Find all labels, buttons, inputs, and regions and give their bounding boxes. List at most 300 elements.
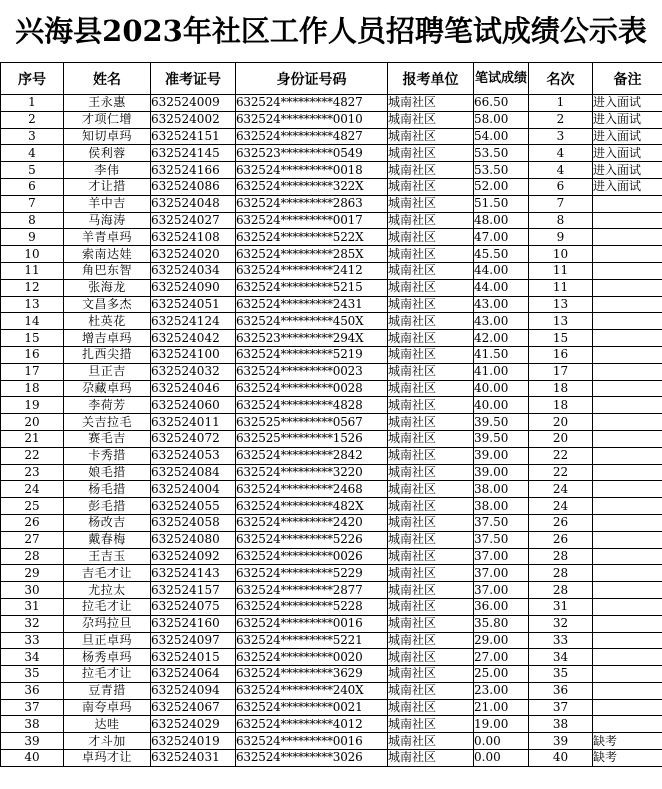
cell-id-number: 632524*********5226 <box>236 531 388 548</box>
cell-name: 娘毛措 <box>64 464 151 481</box>
cell-seq: 30 <box>1 582 64 599</box>
cell-ticket-number: 632524166 <box>151 162 236 179</box>
cell-unit: 城南社区 <box>388 514 474 531</box>
cell-ticket-number: 632524042 <box>151 330 236 347</box>
table-row <box>1 615 662 632</box>
cell-name: 尤拉太 <box>64 582 151 599</box>
cell-unit: 城南社区 <box>388 95 474 112</box>
table-row <box>1 733 662 750</box>
table-row <box>1 514 662 531</box>
cell-name: 赛毛吉 <box>64 430 151 447</box>
cell-name: 侯利蓉 <box>64 145 151 162</box>
cell-note <box>593 632 662 649</box>
cell-id-number: 632524*********4012 <box>236 716 388 733</box>
cell-score: 35.80 <box>474 615 529 632</box>
cell-score: 37.00 <box>474 582 529 599</box>
cell-name: 李荷芳 <box>64 397 151 414</box>
cell-id-number: 632524*********0026 <box>236 548 388 565</box>
cell-ticket-number: 632524084 <box>151 464 236 481</box>
cell-score: 37.50 <box>474 514 529 531</box>
cell-note <box>593 212 662 229</box>
cell-name: 尕玛拉旦 <box>64 615 151 632</box>
cell-ticket-number: 632524058 <box>151 514 236 531</box>
cell-id-number: 632524*********4827 <box>236 95 388 112</box>
cell-seq: 22 <box>1 447 64 464</box>
cell-id-number: 632524*********482X <box>236 498 388 515</box>
cell-unit: 城南社区 <box>388 464 474 481</box>
cell-seq: 11 <box>1 262 64 279</box>
cell-ticket-number: 632524067 <box>151 699 236 716</box>
header-note: 备注 <box>593 63 662 95</box>
cell-ticket-number: 632524108 <box>151 229 236 246</box>
cell-unit: 城南社区 <box>388 699 474 716</box>
cell-ticket-number: 632524064 <box>151 666 236 683</box>
cell-ticket-number: 632524011 <box>151 414 236 431</box>
table-row <box>1 162 662 179</box>
cell-rank: 4 <box>529 145 593 162</box>
cell-seq: 14 <box>1 313 64 330</box>
cell-note <box>593 296 662 313</box>
cell-rank: 35 <box>529 666 593 683</box>
cell-unit: 城南社区 <box>388 649 474 666</box>
cell-id-number: 632523*********294X <box>236 330 388 347</box>
cell-seq: 19 <box>1 397 64 414</box>
cell-name: 角巴东智 <box>64 262 151 279</box>
cell-note <box>593 447 662 464</box>
cell-note <box>593 531 662 548</box>
cell-note <box>593 565 662 582</box>
cell-note <box>593 279 662 296</box>
cell-id-number: 632524*********5229 <box>236 565 388 582</box>
table-row <box>1 145 662 162</box>
cell-ticket-number: 632524060 <box>151 397 236 414</box>
cell-note <box>593 699 662 716</box>
cell-unit: 城南社区 <box>388 195 474 212</box>
cell-name: 知切卓玛 <box>64 128 151 145</box>
cell-rank: 31 <box>529 598 593 615</box>
table-row <box>1 262 662 279</box>
cell-name: 扎西尖措 <box>64 346 151 363</box>
cell-unit: 城南社区 <box>388 296 474 313</box>
cell-score: 47.00 <box>474 229 529 246</box>
table-row <box>1 447 662 464</box>
table-row <box>1 346 662 363</box>
cell-id-number: 632524*********0017 <box>236 212 388 229</box>
cell-score: 0.00 <box>474 750 529 767</box>
cell-ticket-number: 632524124 <box>151 313 236 330</box>
cell-unit: 城南社区 <box>388 498 474 515</box>
cell-ticket-number: 632524046 <box>151 380 236 397</box>
cell-id-number: 632524*********2420 <box>236 514 388 531</box>
cell-name: 李伟 <box>64 162 151 179</box>
cell-id-number: 632524*********2412 <box>236 262 388 279</box>
cell-name: 杨秀卓玛 <box>64 649 151 666</box>
table-row <box>1 649 662 666</box>
cell-seq: 35 <box>1 666 64 683</box>
cell-name: 王吉玉 <box>64 548 151 565</box>
table-row <box>1 682 662 699</box>
cell-score: 40.00 <box>474 380 529 397</box>
cell-rank: 28 <box>529 582 593 599</box>
cell-id-number: 632524*********3629 <box>236 666 388 683</box>
cell-ticket-number: 632524020 <box>151 246 236 263</box>
cell-seq: 10 <box>1 246 64 263</box>
cell-ticket-number: 632524072 <box>151 430 236 447</box>
cell-name: 马海涛 <box>64 212 151 229</box>
cell-seq: 1 <box>1 95 64 112</box>
table-row <box>1 464 662 481</box>
cell-rank: 16 <box>529 346 593 363</box>
cell-seq: 24 <box>1 481 64 498</box>
header-name: 姓名 <box>64 63 151 95</box>
cell-unit: 城南社区 <box>388 548 474 565</box>
cell-note <box>593 346 662 363</box>
cell-unit: 城南社区 <box>388 128 474 145</box>
header-score: 笔试成绩 <box>474 63 529 95</box>
cell-score: 29.00 <box>474 632 529 649</box>
cell-score: 43.00 <box>474 296 529 313</box>
table-row <box>1 498 662 515</box>
cell-seq: 31 <box>1 598 64 615</box>
cell-score: 27.00 <box>474 649 529 666</box>
cell-seq: 37 <box>1 699 64 716</box>
cell-rank: 39 <box>529 733 593 750</box>
cell-ticket-number: 632524092 <box>151 548 236 565</box>
cell-unit: 城南社区 <box>388 632 474 649</box>
table-row <box>1 195 662 212</box>
cell-note: 缺考 <box>593 733 662 750</box>
cell-unit: 城南社区 <box>388 750 474 767</box>
table-row <box>1 128 662 145</box>
table-row <box>1 750 662 767</box>
table-row <box>1 565 662 582</box>
header-unit: 报考单位 <box>388 63 474 95</box>
cell-score: 40.00 <box>474 397 529 414</box>
cell-name: 羊青卓玛 <box>64 229 151 246</box>
table-row <box>1 111 662 128</box>
cell-unit: 城南社区 <box>388 531 474 548</box>
table-row <box>1 279 662 296</box>
cell-rank: 26 <box>529 531 593 548</box>
cell-name: 拉毛才让 <box>64 598 151 615</box>
cell-name: 南夸卓玛 <box>64 699 151 716</box>
table-row <box>1 397 662 414</box>
cell-rank: 11 <box>529 279 593 296</box>
cell-note <box>593 716 662 733</box>
cell-unit: 城南社区 <box>388 363 474 380</box>
cell-id-number: 632524*********2431 <box>236 296 388 313</box>
cell-unit: 城南社区 <box>388 279 474 296</box>
cell-id-number: 632524*********3026 <box>236 750 388 767</box>
table-row <box>1 716 662 733</box>
cell-unit: 城南社区 <box>388 666 474 683</box>
cell-id-number: 632524*********2877 <box>236 582 388 599</box>
table-row <box>1 380 662 397</box>
cell-rank: 24 <box>529 498 593 515</box>
cell-score: 52.00 <box>474 178 529 195</box>
cell-note: 进入面试 <box>593 162 662 179</box>
table-row <box>1 363 662 380</box>
cell-ticket-number: 632524157 <box>151 582 236 599</box>
cell-note <box>593 414 662 431</box>
cell-note <box>593 498 662 515</box>
cell-name: 达哇 <box>64 716 151 733</box>
cell-name: 索南达娃 <box>64 246 151 263</box>
cell-score: 51.50 <box>474 195 529 212</box>
cell-seq: 12 <box>1 279 64 296</box>
cell-note <box>593 430 662 447</box>
table-row <box>1 330 662 347</box>
cell-seq: 29 <box>1 565 64 582</box>
cell-rank: 13 <box>529 296 593 313</box>
header-ticket: 准考证号 <box>151 63 236 95</box>
cell-note <box>593 582 662 599</box>
cell-rank: 22 <box>529 447 593 464</box>
cell-id-number: 632524*********0021 <box>236 699 388 716</box>
table-row <box>1 531 662 548</box>
cell-ticket-number: 632524086 <box>151 178 236 195</box>
cell-name: 羊中吉 <box>64 195 151 212</box>
cell-rank: 36 <box>529 682 593 699</box>
cell-seq: 2 <box>1 111 64 128</box>
cell-rank: 15 <box>529 330 593 347</box>
cell-ticket-number: 632524009 <box>151 95 236 112</box>
cell-unit: 城南社区 <box>388 330 474 347</box>
cell-note: 进入面试 <box>593 178 662 195</box>
table-row <box>1 246 662 263</box>
cell-score: 37.00 <box>474 548 529 565</box>
cell-id-number: 632524*********0023 <box>236 363 388 380</box>
cell-seq: 20 <box>1 414 64 431</box>
table-row <box>1 582 662 599</box>
cell-note <box>593 514 662 531</box>
cell-unit: 城南社区 <box>388 145 474 162</box>
cell-score: 44.00 <box>474 279 529 296</box>
cell-unit: 城南社区 <box>388 582 474 599</box>
header-rank: 名次 <box>529 63 593 95</box>
cell-id-number: 632523*********0549 <box>236 145 388 162</box>
cell-note <box>593 363 662 380</box>
cell-id-number: 632524*********5228 <box>236 598 388 615</box>
cell-ticket-number: 632524094 <box>151 682 236 699</box>
cell-rank: 33 <box>529 632 593 649</box>
cell-seq: 21 <box>1 430 64 447</box>
cell-note <box>593 615 662 632</box>
table-row <box>1 481 662 498</box>
table-row <box>1 229 662 246</box>
cell-note <box>593 313 662 330</box>
cell-id-number: 632525*********1526 <box>236 430 388 447</box>
cell-id-number: 632524*********322X <box>236 178 388 195</box>
cell-rank: 11 <box>529 262 593 279</box>
cell-name: 尕藏卓玛 <box>64 380 151 397</box>
cell-rank: 22 <box>529 464 593 481</box>
cell-unit: 城南社区 <box>388 733 474 750</box>
cell-score: 54.00 <box>474 128 529 145</box>
cell-score: 44.00 <box>474 262 529 279</box>
cell-ticket-number: 632524055 <box>151 498 236 515</box>
cell-unit: 城南社区 <box>388 246 474 263</box>
cell-ticket-number: 632524032 <box>151 363 236 380</box>
cell-rank: 38 <box>529 716 593 733</box>
cell-note <box>593 397 662 414</box>
cell-id-number: 632524*********0028 <box>236 380 388 397</box>
cell-note <box>593 481 662 498</box>
cell-rank: 6 <box>529 178 593 195</box>
cell-name: 戴春梅 <box>64 531 151 548</box>
cell-seq: 23 <box>1 464 64 481</box>
cell-score: 39.50 <box>474 414 529 431</box>
cell-name: 杨毛措 <box>64 481 151 498</box>
cell-unit: 城南社区 <box>388 111 474 128</box>
cell-score: 36.00 <box>474 598 529 615</box>
cell-ticket-number: 632524027 <box>151 212 236 229</box>
cell-id-number: 632524*********240X <box>236 682 388 699</box>
cell-id-number: 632524*********0020 <box>236 649 388 666</box>
cell-rank: 18 <box>529 380 593 397</box>
cell-rank: 8 <box>529 212 593 229</box>
cell-rank: 26 <box>529 514 593 531</box>
cell-rank: 34 <box>529 649 593 666</box>
cell-id-number: 632524*********5221 <box>236 632 388 649</box>
cell-note: 进入面试 <box>593 95 662 112</box>
table-row <box>1 95 662 112</box>
cell-id-number: 632524*********285X <box>236 246 388 263</box>
cell-rank: 3 <box>529 128 593 145</box>
cell-unit: 城南社区 <box>388 615 474 632</box>
cell-rank: 2 <box>529 111 593 128</box>
cell-ticket-number: 632524051 <box>151 296 236 313</box>
cell-name: 彭毛措 <box>64 498 151 515</box>
cell-unit: 城南社区 <box>388 397 474 414</box>
cell-rank: 40 <box>529 750 593 767</box>
cell-note: 进入面试 <box>593 145 662 162</box>
cell-seq: 38 <box>1 716 64 733</box>
cell-seq: 4 <box>1 145 64 162</box>
cell-id-number: 632524*********3220 <box>236 464 388 481</box>
cell-ticket-number: 632524097 <box>151 632 236 649</box>
cell-score: 39.50 <box>474 430 529 447</box>
cell-seq: 25 <box>1 498 64 515</box>
cell-ticket-number: 632524019 <box>151 733 236 750</box>
cell-unit: 城南社区 <box>388 162 474 179</box>
table-header <box>1 63 662 95</box>
table-row <box>1 598 662 615</box>
cell-name: 旦正卓玛 <box>64 632 151 649</box>
cell-seq: 26 <box>1 514 64 531</box>
cell-id-number: 632525*********0567 <box>236 414 388 431</box>
cell-seq: 34 <box>1 649 64 666</box>
cell-score: 41.50 <box>474 346 529 363</box>
cell-ticket-number: 632524145 <box>151 145 236 162</box>
cell-ticket-number: 632524090 <box>151 279 236 296</box>
cell-name: 旦正吉 <box>64 363 151 380</box>
cell-seq: 5 <box>1 162 64 179</box>
cell-score: 38.00 <box>474 481 529 498</box>
cell-id-number: 632524*********2863 <box>236 195 388 212</box>
cell-name: 关吉拉毛 <box>64 414 151 431</box>
cell-unit: 城南社区 <box>388 313 474 330</box>
cell-note <box>593 649 662 666</box>
cell-score: 43.00 <box>474 313 529 330</box>
cell-note <box>593 598 662 615</box>
table-row <box>1 699 662 716</box>
cell-ticket-number: 632524048 <box>151 195 236 212</box>
cell-name: 杜英花 <box>64 313 151 330</box>
table-row <box>1 666 662 683</box>
cell-rank: 37 <box>529 699 593 716</box>
cell-note <box>593 548 662 565</box>
cell-name: 卓玛才让 <box>64 750 151 767</box>
cell-unit: 城南社区 <box>388 212 474 229</box>
table-row <box>1 313 662 330</box>
cell-ticket-number: 632524002 <box>151 111 236 128</box>
cell-id-number: 632524*********2842 <box>236 447 388 464</box>
cell-score: 66.50 <box>474 95 529 112</box>
cell-unit: 城南社区 <box>388 414 474 431</box>
cell-id-number: 632524*********5215 <box>236 279 388 296</box>
cell-seq: 39 <box>1 733 64 750</box>
table-body <box>1 95 662 767</box>
table-row <box>1 430 662 447</box>
cell-id-number: 632524*********2468 <box>236 481 388 498</box>
cell-unit: 城南社区 <box>388 716 474 733</box>
cell-score: 39.00 <box>474 447 529 464</box>
cell-seq: 13 <box>1 296 64 313</box>
cell-seq: 36 <box>1 682 64 699</box>
cell-score: 53.50 <box>474 145 529 162</box>
cell-unit: 城南社区 <box>388 682 474 699</box>
cell-score: 19.00 <box>474 716 529 733</box>
cell-id-number: 632524*********0018 <box>236 162 388 179</box>
cell-name: 才让措 <box>64 178 151 195</box>
cell-note <box>593 330 662 347</box>
cell-score: 39.00 <box>474 464 529 481</box>
cell-rank: 17 <box>529 363 593 380</box>
cell-unit: 城南社区 <box>388 598 474 615</box>
cell-score: 45.50 <box>474 246 529 263</box>
cell-seq: 15 <box>1 330 64 347</box>
cell-id-number: 632524*********0016 <box>236 733 388 750</box>
page-title: 兴海县2023年社区工作人员招聘笔试成绩公示表 <box>15 14 647 48</box>
cell-score: 41.00 <box>474 363 529 380</box>
cell-unit: 城南社区 <box>388 380 474 397</box>
cell-ticket-number: 632524100 <box>151 346 236 363</box>
cell-rank: 9 <box>529 229 593 246</box>
table-row <box>1 632 662 649</box>
cell-seq: 40 <box>1 750 64 767</box>
cell-unit: 城南社区 <box>388 565 474 582</box>
cell-id-number: 632524*********0016 <box>236 615 388 632</box>
cell-name: 文昌多杰 <box>64 296 151 313</box>
results-table <box>0 62 662 767</box>
cell-rank: 4 <box>529 162 593 179</box>
cell-name: 王永惠 <box>64 95 151 112</box>
cell-note: 缺考 <box>593 750 662 767</box>
cell-score: 38.00 <box>474 498 529 515</box>
cell-id-number: 632524*********4828 <box>236 397 388 414</box>
cell-name: 豆青措 <box>64 682 151 699</box>
cell-score: 42.00 <box>474 330 529 347</box>
cell-note: 进入面试 <box>593 128 662 145</box>
cell-note <box>593 229 662 246</box>
cell-name: 才项仁增 <box>64 111 151 128</box>
table-row <box>1 414 662 431</box>
cell-seq: 32 <box>1 615 64 632</box>
cell-ticket-number: 632524080 <box>151 531 236 548</box>
cell-ticket-number: 632524151 <box>151 128 236 145</box>
cell-unit: 城南社区 <box>388 430 474 447</box>
